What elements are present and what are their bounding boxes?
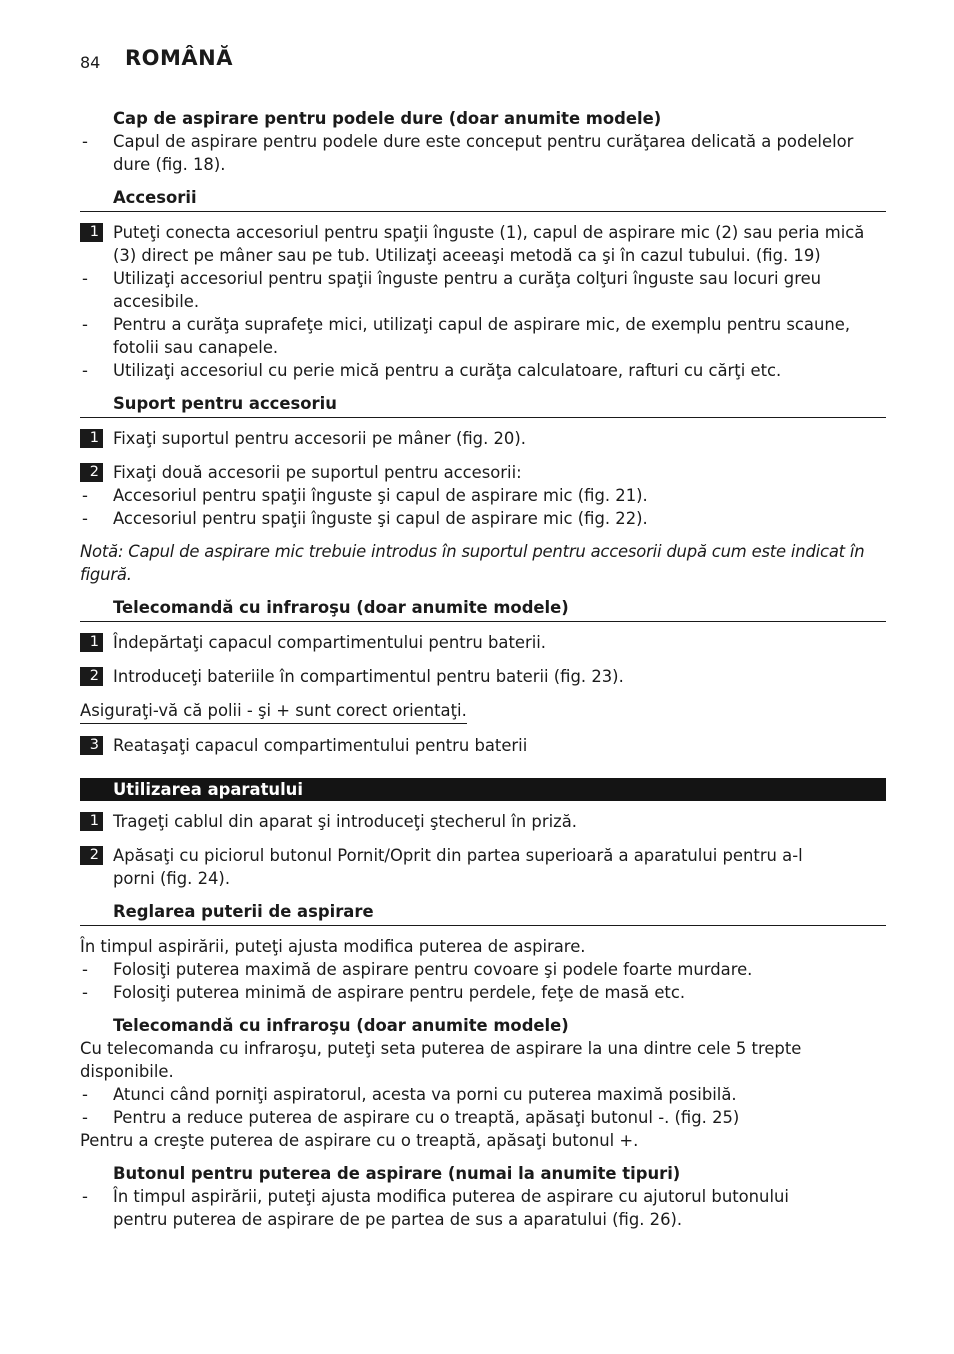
step-number: 1: [80, 223, 103, 242]
list-item-text: Utilizaţi accesoriul cu perie mică pentru a curăţa calculatoare, rafturi cu cărţi etc.: [113, 361, 782, 380]
list-item: [80, 484, 886, 507]
subheading-remote-control-power: Telecomandă cu infraroşu (doar anumite modele): [113, 1016, 569, 1035]
dash-bullet: -: [82, 1187, 88, 1206]
step-number: 3: [80, 736, 103, 755]
paragraph: În timpul aspirării, puteţi ajusta modifica puterea de aspirare.: [80, 937, 586, 956]
list-item-text: Folosiţi puterea maximă de aspirare pentru covoare şi podele foarte murdare.: [113, 960, 753, 979]
step-1: [80, 221, 886, 267]
note-text: Notă: Capul de aspirare mic trebuie introdus în suportul pentru accesorii după cum este indicat în figură.: [80, 542, 865, 584]
page-number: 84: [80, 53, 101, 72]
list-item-text: Folosiţi puterea minimă de aspirare pentru perdele, feţe de masă etc.: [113, 983, 686, 1002]
section-bar-using-appliance: Utilizarea aparatului: [80, 778, 886, 801]
step-2: [80, 665, 886, 688]
step-text: Reataşaţi capacul compartimentului pentru baterii: [113, 736, 528, 755]
paragraph: Pentru a creşte puterea de aspirare cu o treaptă, apăsaţi butonul +.: [80, 1131, 639, 1150]
step-number: 1: [80, 812, 103, 831]
paragraph: Cu telecomanda cu infraroşu, puteţi seta puterea de aspirare la una dintre cele 5 trepte disponibile.: [80, 1039, 802, 1081]
list-item-text: Accesoriul pentru spaţii înguste şi capul de aspirare mic (fig. 22).: [113, 509, 648, 528]
list-item-text: Capul de aspirare pentru podele dure este conceput pentru curăţarea delicată a podelelor dure (fig. 18).: [113, 132, 854, 174]
step-1: [80, 631, 886, 654]
manual-content: [80, 107, 886, 1231]
step-text: Trageţi cablul din aparat şi introduceţi ştecherul în priză.: [113, 812, 577, 831]
list-item-text: Pentru a reduce puterea de aspirare cu o treaptă, apăsaţi butonul -. (fig. 25): [113, 1108, 740, 1127]
subheading-hard-floor-nozzle: Cap de aspirare pentru podele dure (doar anumite modele): [113, 109, 662, 128]
step-text: Apăsaţi cu piciorul butonul Pornit/Oprit din partea superioară a aparatului pentru a-l porni (fig. 24).: [113, 846, 803, 888]
list-item: [80, 1106, 886, 1129]
step-number: 2: [80, 846, 103, 865]
dash-bullet: -: [82, 1108, 88, 1127]
step-text: Fixaţi suportul pentru accesorii pe mâner (fig. 20).: [113, 429, 526, 448]
dash-bullet: -: [82, 1085, 88, 1104]
check-note: Asiguraţi-vă că polii - şi + sunt corect orientaţi.: [80, 699, 467, 724]
step-text: Îndepărtaţi capacul compartimentului pentru baterii.: [113, 633, 547, 652]
step-1: [80, 427, 886, 450]
step-text: Introduceţi bateriile în compartimentul pentru baterii (fig. 23).: [113, 667, 624, 686]
dash-bullet: -: [82, 361, 88, 380]
list-item-text: Utilizaţi accesoriul pentru spaţii înguste pentru a curăţa colţuri înguste sau locuri greu accesibile.: [113, 269, 822, 311]
subheading-power-button: Butonul pentru puterea de aspirare (numai la anumite tipuri): [113, 1164, 681, 1183]
list-item: [80, 130, 886, 176]
subheading-accessory-holder: Suport pentru accesoriu: [80, 392, 886, 418]
list-item-text: Atunci când porniţi aspiratorul, acesta va porni cu puterea maximă posibilă.: [113, 1085, 737, 1104]
dash-bullet: -: [82, 132, 88, 151]
step-text: Puteţi conecta accesoriul pentru spaţii înguste (1), capul de aspirare mic (2) sau peria mică (3) direct pe mâner sau pe tub. Utilizaţi aceeaşi metodă ca şi în cazul tubului. (fig. 19): [113, 223, 865, 265]
step-text: Fixaţi două accesorii pe suportul pentru accesorii:: [113, 463, 522, 482]
step-number: 2: [80, 463, 103, 482]
dash-bullet: -: [82, 486, 88, 505]
list-item: [80, 359, 886, 382]
list-item: [80, 981, 886, 1004]
step-3: [80, 734, 886, 757]
list-item: [80, 313, 886, 359]
language-title: ROMÂNĂ: [125, 46, 233, 70]
dash-bullet: -: [82, 269, 88, 288]
subheading-suction-power: Reglarea puterii de aspirare: [80, 900, 886, 926]
list-item: [80, 507, 886, 530]
list-item-text: Pentru a curăţa suprafeţe mici, utilizaţi capul de aspirare mic, de exemplu pentru scaune, fotolii sau canapele.: [113, 315, 851, 357]
step-number: 2: [80, 667, 103, 686]
subheading-remote-control: Telecomandă cu infraroşu (doar anumite modele): [80, 596, 886, 622]
step-2: [80, 844, 886, 890]
list-item: [80, 267, 886, 313]
list-item: [80, 1083, 886, 1106]
subheading-accessories: Accesorii: [80, 186, 886, 212]
step-number: 1: [80, 429, 103, 448]
list-item: [80, 958, 886, 981]
list-item: [80, 1185, 886, 1231]
step-2: [80, 461, 886, 484]
step-1: [80, 810, 886, 833]
dash-bullet: -: [82, 960, 88, 979]
step-number: 1: [80, 633, 103, 652]
list-item-text: În timpul aspirării, puteţi ajusta modifica puterea de aspirare cu ajutorul butonului pentru puterea de aspirare de pe partea de sus a aparatului (fig. 26).: [113, 1187, 789, 1229]
dash-bullet: -: [82, 315, 88, 334]
list-item-text: Accesoriul pentru spaţii înguste şi capul de aspirare mic (fig. 21).: [113, 486, 648, 505]
dash-bullet: -: [82, 983, 88, 1002]
dash-bullet: -: [82, 509, 88, 528]
